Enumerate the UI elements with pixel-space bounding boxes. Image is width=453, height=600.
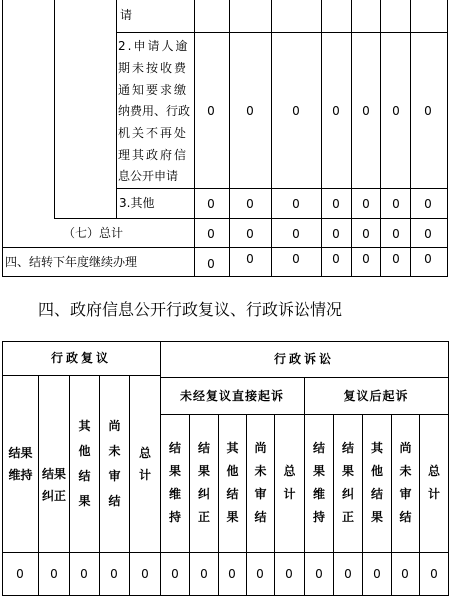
value-cell: 0 bbox=[315, 567, 323, 581]
value-cell: 0 bbox=[401, 567, 409, 581]
value-cell: 0 bbox=[246, 252, 254, 266]
admin-litigation-header: 行政诉讼 bbox=[273, 352, 334, 366]
item2-line: 机关不再处 bbox=[118, 126, 189, 140]
value-cell: 0 bbox=[207, 104, 215, 118]
value-cell: 0 bbox=[50, 567, 58, 581]
admin-review-header: 行政复议 bbox=[50, 351, 111, 365]
value-cell: 0 bbox=[392, 227, 400, 241]
value-cell: 0 bbox=[424, 104, 432, 118]
value-cell: 0 bbox=[292, 227, 300, 241]
value-cell: 0 bbox=[110, 567, 118, 581]
value-cell: 0 bbox=[362, 227, 370, 241]
carry-over-label: 四、结转下年度继续办理 bbox=[5, 255, 138, 269]
value-cell: 0 bbox=[141, 567, 149, 581]
value-cell: 0 bbox=[373, 567, 381, 581]
value-cell: 0 bbox=[392, 252, 400, 266]
value-cell: 0 bbox=[332, 227, 340, 241]
item2-line: 理其政府信 bbox=[118, 148, 189, 162]
direct-col-corrected: 结果纠正 bbox=[198, 441, 211, 524]
item2-line: 期未按收费 bbox=[118, 61, 189, 75]
section-heading: 四、政府信息公开行政复议、行政诉讼情况 bbox=[38, 300, 343, 319]
value-cell: 0 bbox=[207, 197, 215, 211]
value-cell: 0 bbox=[207, 257, 215, 271]
review-col-sustained: 结果维持 bbox=[8, 445, 33, 482]
value-cell: 0 bbox=[424, 252, 432, 266]
value-cell: 0 bbox=[256, 567, 264, 581]
value-cell: 0 bbox=[430, 567, 438, 581]
item3-label: 3.其他 bbox=[119, 196, 155, 210]
value-cell: 0 bbox=[285, 567, 293, 581]
review-col-corrected: 结果纠正 bbox=[41, 467, 66, 503]
direct-col-pending: 尚未审结 bbox=[254, 441, 267, 524]
after-col-other: 其他结果 bbox=[371, 441, 384, 524]
value-cell: 0 bbox=[171, 567, 179, 581]
after-col-total: 总计 bbox=[428, 464, 441, 501]
value-cell: 0 bbox=[424, 197, 432, 211]
value-cell: 0 bbox=[246, 197, 254, 211]
after-col-sustained: 结果维持 bbox=[313, 441, 326, 524]
item2-line: 息公开申请 bbox=[118, 169, 179, 183]
after-review-header: 复议后起诉 bbox=[343, 388, 409, 403]
review-col-pending: 尚未审结 bbox=[108, 418, 121, 508]
value-cell: 0 bbox=[424, 227, 432, 241]
value-cell: 0 bbox=[332, 104, 340, 118]
review-col-other: 其他结果 bbox=[78, 418, 91, 508]
value-cell: 0 bbox=[392, 104, 400, 118]
value-cell: 0 bbox=[16, 567, 24, 581]
value-cell: 0 bbox=[80, 567, 88, 581]
value-cell: 0 bbox=[207, 227, 215, 241]
value-cell: 0 bbox=[246, 104, 254, 118]
row-fragment-label: 请 bbox=[120, 8, 133, 22]
value-cell: 0 bbox=[246, 227, 254, 241]
value-cell: 0 bbox=[362, 252, 370, 266]
value-cell: 0 bbox=[292, 104, 300, 118]
total-label: （七）总计 bbox=[63, 226, 124, 240]
review-col-total: 总计 bbox=[138, 445, 151, 482]
value-cell: 0 bbox=[332, 252, 340, 266]
item2-line: 2.申请人逾 bbox=[118, 39, 190, 53]
value-cell: 0 bbox=[344, 567, 352, 581]
after-col-pending: 尚未审结 bbox=[399, 441, 412, 524]
value-cell: 0 bbox=[362, 197, 370, 211]
direct-col-total: 总计 bbox=[283, 464, 296, 501]
after-col-corrected: 结果纠正 bbox=[342, 441, 355, 524]
item2-line: 纳费用、行政 bbox=[118, 104, 191, 118]
value-cell: 0 bbox=[392, 197, 400, 211]
value-cell: 0 bbox=[292, 252, 300, 266]
direct-suit-header: 未经复议直接起诉 bbox=[179, 388, 284, 403]
value-cell: 0 bbox=[292, 197, 300, 211]
direct-col-sustained: 结果维持 bbox=[169, 441, 182, 524]
value-cell: 0 bbox=[228, 567, 236, 581]
item2-line: 通知要求缴 bbox=[118, 83, 189, 97]
value-cell: 0 bbox=[332, 197, 340, 211]
direct-col-other: 其他结果 bbox=[226, 441, 239, 524]
value-cell: 0 bbox=[200, 567, 208, 581]
value-cell: 0 bbox=[362, 104, 370, 118]
